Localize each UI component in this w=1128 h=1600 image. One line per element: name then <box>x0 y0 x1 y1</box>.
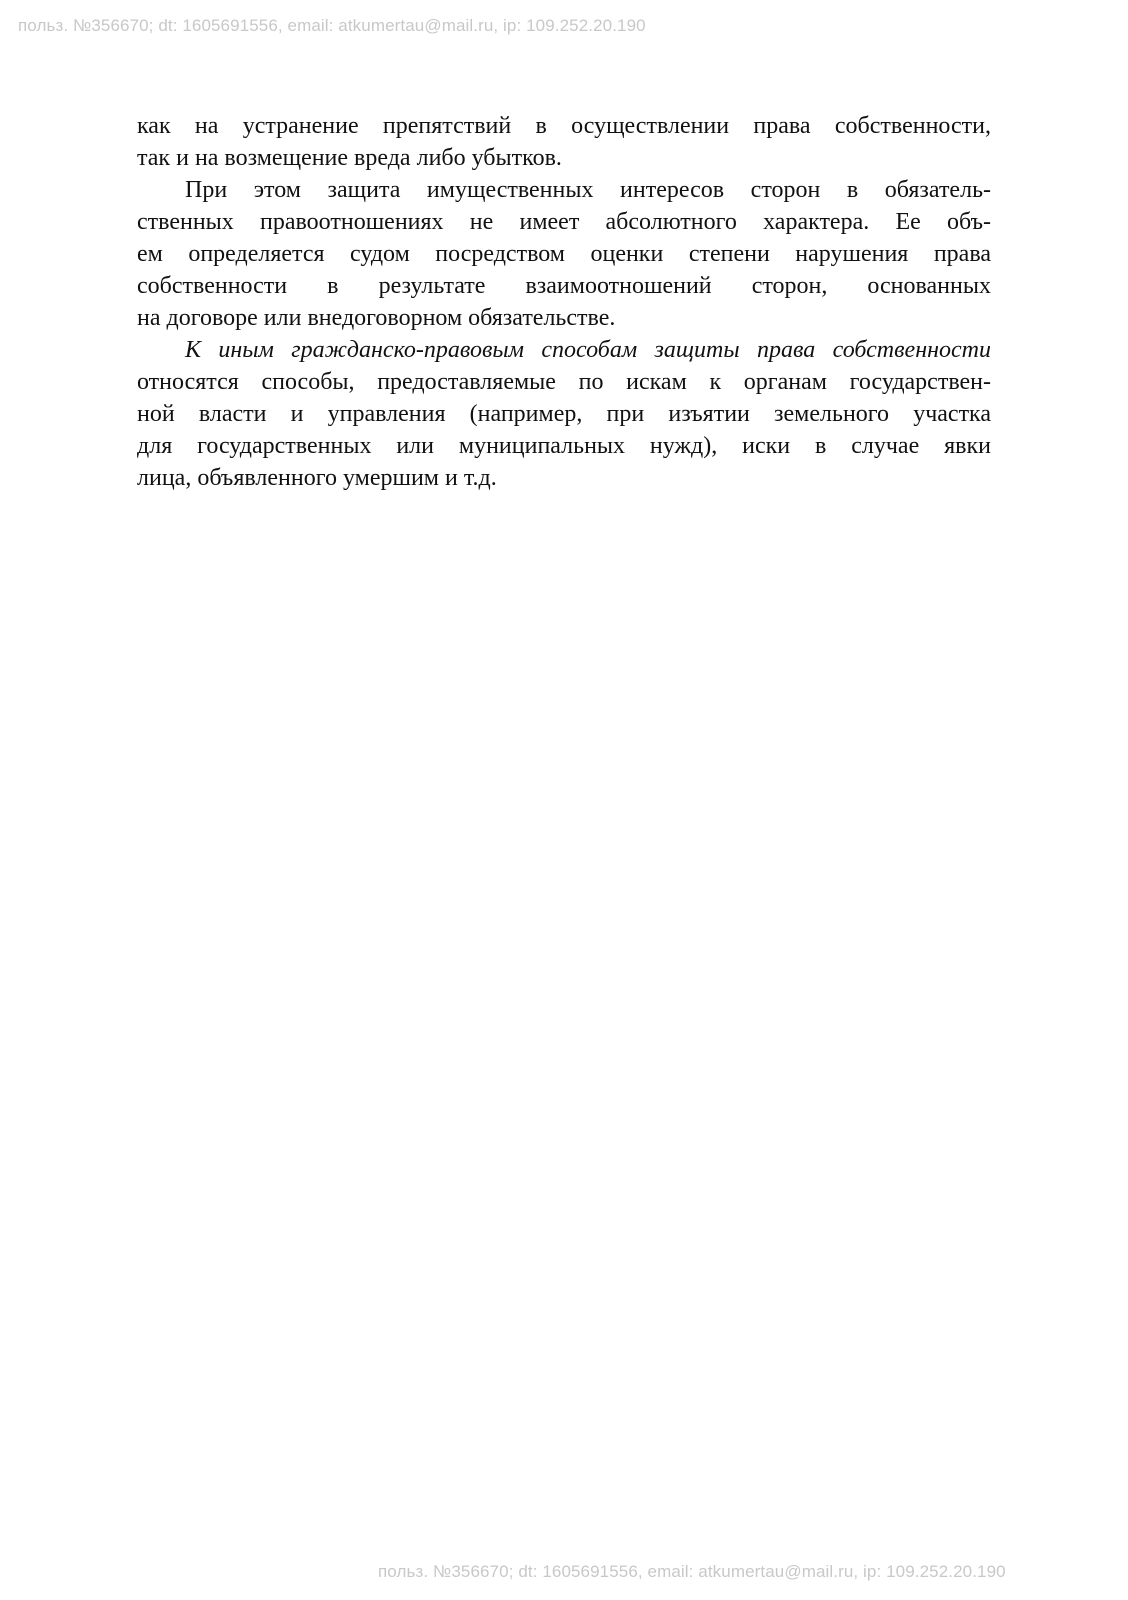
text-line: так и на возмещение вреда либо убытков. <box>137 145 562 171</box>
italic-lead-line <box>137 334 991 366</box>
text-line: как на устранение препятствий в осуществлении права собственности, <box>137 113 991 139</box>
text-line: ственных правоотношениях не имеет абсолютного характера. Ее объ- <box>137 209 991 235</box>
text-line: на договоре или внедоговорном обязательстве. <box>137 305 616 331</box>
text-line: ем определяется судом посредством оценки степени нарушения права <box>137 241 991 267</box>
text-line: собственности в результате взаимоотношений сторон, основанных <box>137 273 991 299</box>
text-line: При этом защита имущественных интересов сторон в обязатель- <box>185 177 991 203</box>
italic-lead: К иным гражданско-правовым способам защиты права собственности <box>185 337 991 363</box>
text-line: для государственных или муниципальных нужд), иски в случае явки <box>137 433 991 459</box>
watermark-bottom: польз. №356670; dt: 1605691556, email: atkumertau@mail.ru, ip: 109.252.20.190 <box>378 1562 1006 1581</box>
document-text <box>137 110 991 494</box>
text-line: относятся способы, предоставляемые по искам к органам государствен- <box>137 369 991 395</box>
text-line: лица, объявленного умершим и т.д. <box>137 465 497 491</box>
watermark-top: польз. №356670; dt: 1605691556, email: atkumertau@mail.ru, ip: 109.252.20.190 <box>18 16 646 35</box>
text-line: ной власти и управления (например, при изъятии земельного участка <box>137 401 991 427</box>
